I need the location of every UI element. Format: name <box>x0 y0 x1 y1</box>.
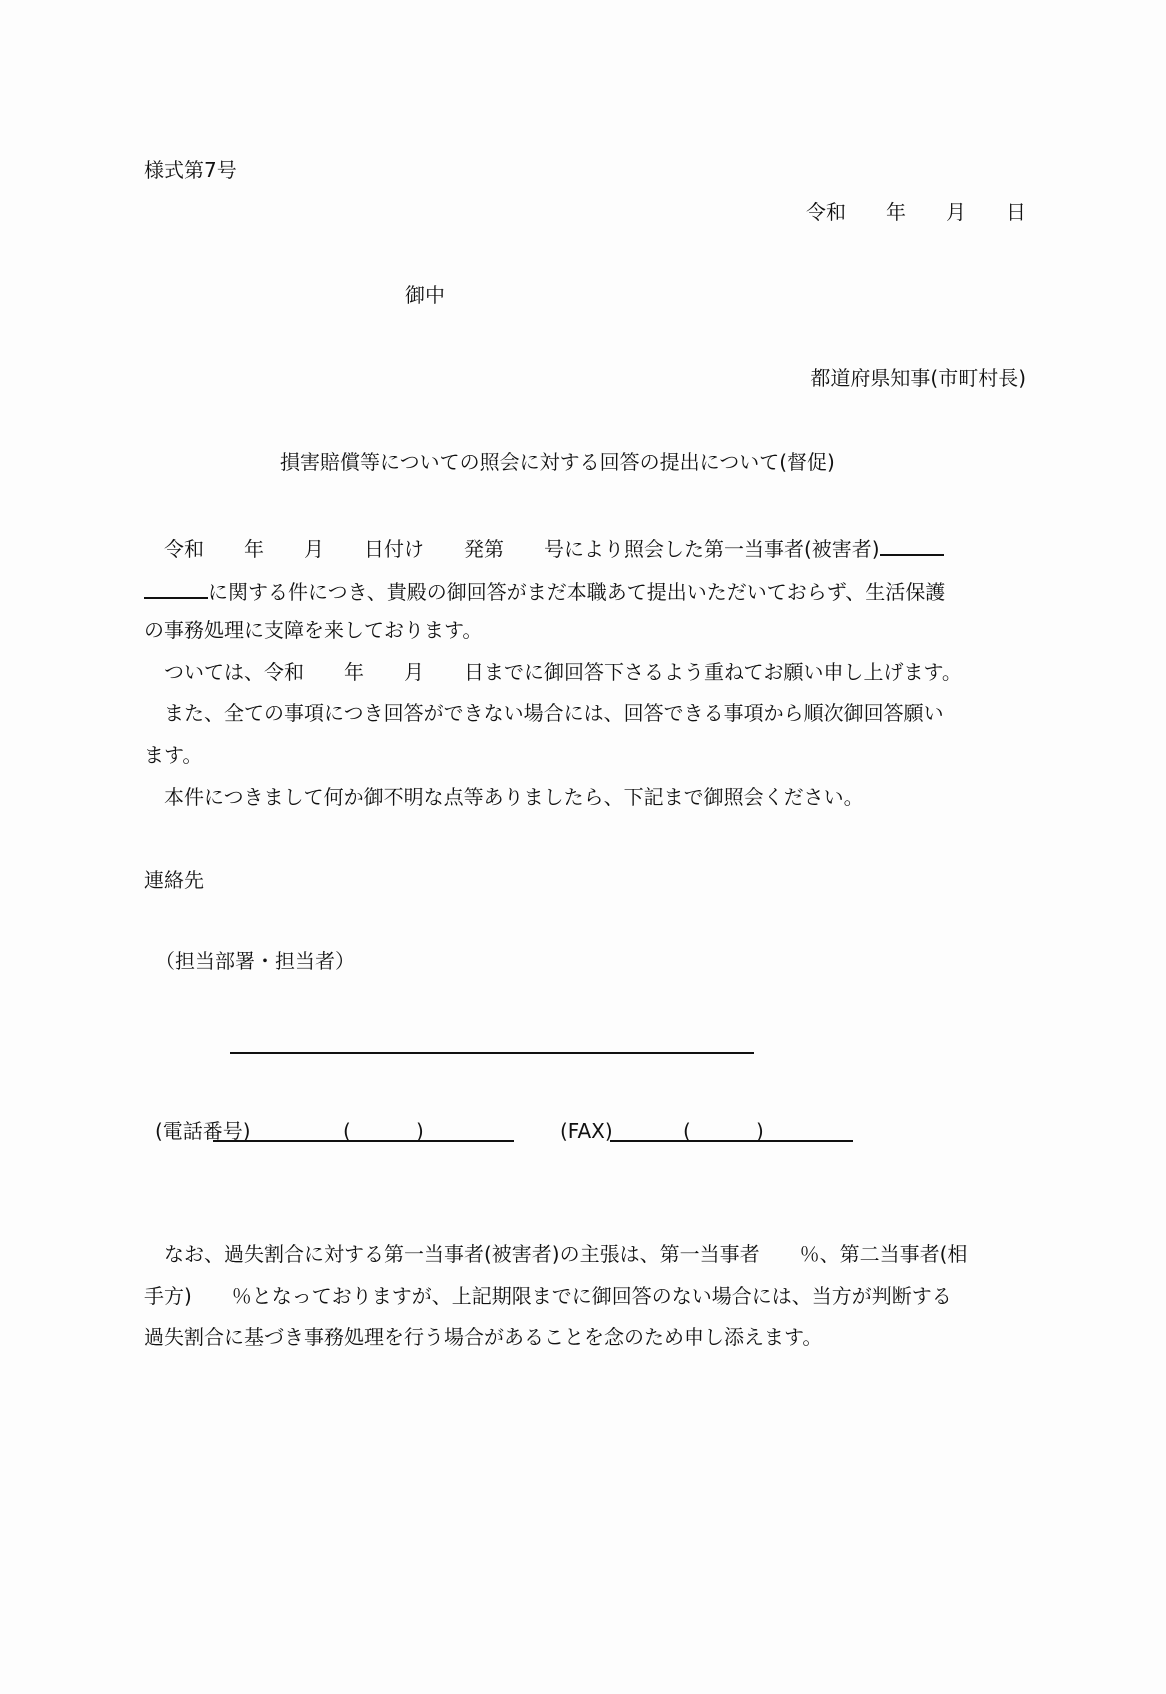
document-title: 損害賠償等についての照会に対する回答の提出について(督促) <box>280 450 835 474</box>
note-line-3: 過失割合に基づき事務処理を行う場合があることを念のため申し添えます。 <box>144 1325 823 1349</box>
addressee: 御中 <box>405 283 445 307</box>
body-paragraph-4: 本件につきまして何か御不明な点等ありましたら、下記まで御照会ください。 <box>144 785 864 809</box>
fax-paren-close: ) <box>756 1119 764 1143</box>
body-paragraph-1-line-1 <box>144 534 1026 561</box>
body-paragraph-1-line-3: の事務処理に支障を来しております。 <box>144 618 483 642</box>
body-paragraph-1-line-2 <box>144 577 945 604</box>
phone-line <box>274 1140 514 1142</box>
form-number: 様式第7号 <box>144 158 237 182</box>
phone-label: (電話番号) <box>155 1119 251 1143</box>
victim-name-blank <box>144 577 208 599</box>
phone-paren-close: ) <box>416 1119 424 1143</box>
department-signature-line <box>230 1052 754 1054</box>
victim-name-blank <box>880 534 944 556</box>
sender: 都道府県知事(市町村長) <box>810 366 1026 390</box>
phone-paren-open: ( <box>343 1119 351 1143</box>
department-label: （担当部署・担当者） <box>155 949 355 973</box>
body-paragraph-2: ついては、令和 年 月 日までに御回答下さるよう重ねてお願い申し上げます。 <box>144 660 962 684</box>
body-paragraph-3-line-1: また、全ての事項につき回答ができない場合には、回答できる事項から順次御回答願い <box>144 701 944 725</box>
body-paragraph-3-line-2: ます。 <box>144 743 203 767</box>
date-line: 令和 年 月 日 <box>806 200 1026 224</box>
note-line-2: 手方) ％となっておりますが、上記期限までに御回答のない場合には、当方が判断する <box>144 1284 952 1308</box>
fax-paren-open: ( <box>683 1119 691 1143</box>
body-text: に関する件につき、貴殿の御回答がまだ本職あて提出いただいておらず、生活保護 <box>208 580 946 604</box>
note-line-1: なお、過失割合に対する第一当事者(被害者)の主張は、第一当事者 ％、第二当事者(相 <box>144 1242 968 1266</box>
fax-line <box>610 1140 853 1142</box>
body-text: 令和 年 月 日付け 発第 号により照会した第一当事者(被害者) <box>144 537 880 561</box>
fax-label: (FAX) <box>560 1119 613 1143</box>
contact-heading: 連絡先 <box>144 868 204 892</box>
